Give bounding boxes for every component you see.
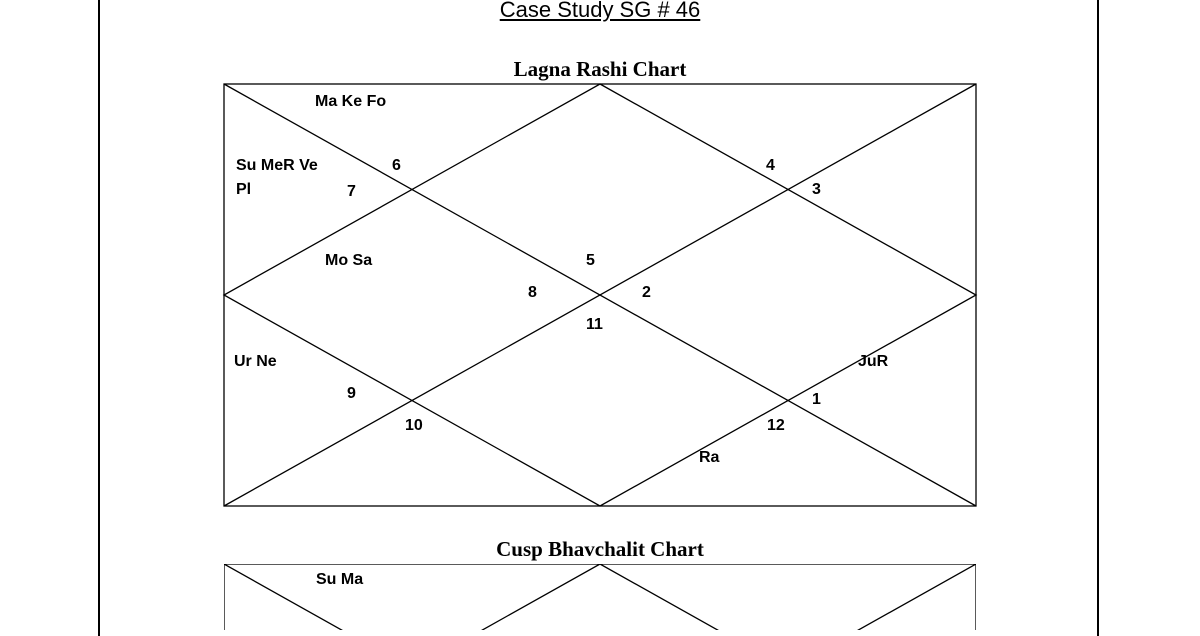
house-number-10: 10 (405, 417, 423, 434)
house-number-2: 2 (642, 284, 651, 301)
planets-ra: Ra (699, 449, 720, 466)
planets-su-mer-ve: Su MeR Ve (236, 157, 318, 174)
document-title: Case Study SG # 46 (499, 0, 701, 22)
lagna-chart-title: Lagna Rashi Chart (513, 57, 687, 81)
house-number-11: 11 (586, 316, 603, 333)
house-number-5: 5 (586, 252, 595, 269)
house-number-6: 6 (392, 157, 401, 174)
house-number-9: 9 (347, 385, 356, 402)
house-number-7: 7 (347, 183, 356, 200)
planets-pl: Pl (236, 181, 252, 198)
house-number-4: 4 (766, 157, 775, 174)
planets-ur-ne: Ur Ne (234, 353, 277, 370)
bhavchalit-chart-clip (220, 560, 980, 630)
planets-ma-ke-fo: Ma Ke Fo (315, 93, 387, 110)
house-number-8: 8 (528, 284, 537, 301)
house-number-12: 12 (767, 417, 785, 434)
house-number-1: 1 (812, 391, 821, 408)
planets-mo-sa: Mo Sa (325, 252, 373, 269)
planets-su-ma: Su Ma (316, 571, 364, 588)
lagna-chart-grid (224, 84, 976, 506)
house-number-3: 3 (812, 181, 821, 198)
planets-jur: JuR (858, 353, 889, 370)
bhavchalit-chart-title: Cusp Bhavchalit Chart (496, 537, 704, 561)
